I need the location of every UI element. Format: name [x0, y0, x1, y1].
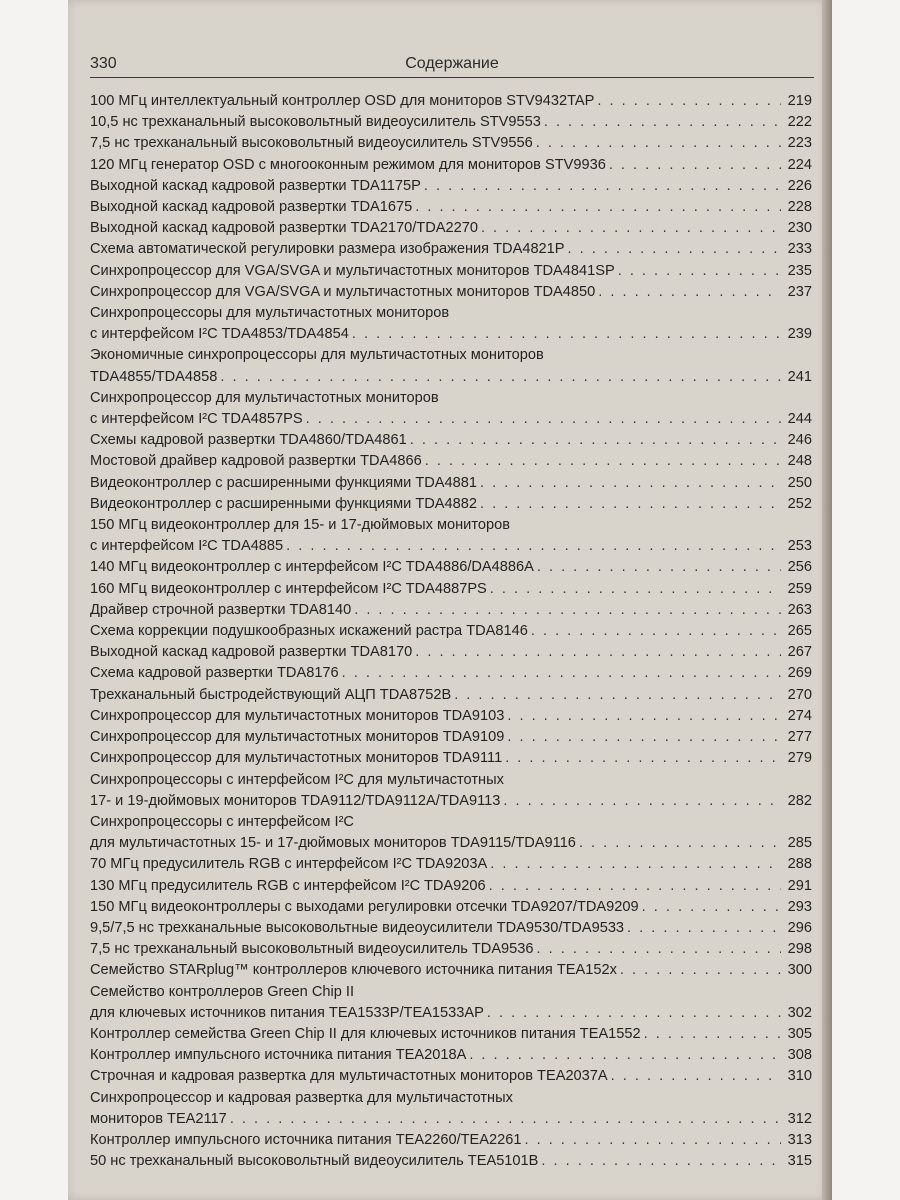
entry-page-number: 302 [787, 1004, 812, 1021]
entry-row [90, 960, 812, 981]
toc-entry [90, 1130, 812, 1151]
entry-row [90, 685, 812, 706]
table-of-contents [90, 91, 812, 1172]
entry-title-line: 130 МГц предусилитель RGB с интерфейсом I²C TDA9206 [90, 877, 486, 894]
dot-leader [598, 282, 781, 303]
toc-entry [90, 918, 812, 939]
toc-entry [90, 112, 812, 133]
entry-page-number: 310 [787, 1068, 812, 1085]
dot-leader [544, 112, 781, 133]
entry-title-line: TDA4855/TDA4858 [90, 368, 218, 385]
entry-row [90, 91, 812, 112]
dot-leader [454, 685, 781, 706]
entry-title-line: Строчная и кадровая развертка для мультичастотных мониторов TEA2037A [90, 1068, 608, 1085]
entry-title-line: Синхропроцессор для мультичастотных мониторов [90, 389, 439, 406]
entry-title-line: 150 МГц видеоконтроллеры с выходами регулировки отсечки TDA9207/TDA9209 [90, 898, 639, 915]
dot-leader [415, 197, 781, 218]
entry-row [90, 897, 812, 918]
entry-row [90, 261, 812, 282]
entry-row [90, 600, 812, 621]
entry-page-number: 308 [787, 1047, 812, 1064]
entry-page-number: 244 [787, 411, 812, 428]
toc-entry [90, 1066, 812, 1087]
entry-title-line: Экономичные синхропроцессоры для мультичастотных мониторов [90, 347, 544, 364]
entry-title-line: Синхропроцессор для мультичастотных мониторов TDA9103 [90, 707, 505, 724]
entry-page-number: 233 [787, 241, 812, 258]
entry-title-line: 9,5/7,5 нс трехканальные высоковольтные видеоусилители TDA9530/TDA9533 [90, 919, 625, 936]
entry-title-line: Контроллер семейства Green Chip II для ключевых источников питания TEA1552 [90, 1025, 641, 1042]
toc-entry [90, 451, 812, 472]
toc-entry [90, 621, 812, 642]
entry-page-number: 223 [787, 135, 812, 152]
toc-entry [90, 345, 812, 387]
toc-entry [90, 770, 812, 812]
entry-title-line: Синхропроцессоры для мультичастотных мониторов [90, 305, 450, 322]
entry-title-line: для ключевых источников питания TEA1533P/TEA1533AP [90, 1004, 484, 1021]
entry-title-line: Трехканальный быстродействующий АЦП TDA8752B [90, 686, 452, 703]
entry-page-number: 279 [787, 750, 812, 767]
entry-row [90, 239, 812, 260]
dot-leader [507, 727, 781, 748]
toc-entry [90, 876, 812, 897]
dot-leader [410, 430, 781, 451]
entry-page-number: 252 [787, 495, 812, 512]
entry-title-line: с интерфейсом I²C TDA4885 [90, 538, 284, 555]
dot-leader [531, 621, 781, 642]
entry-page-number: 248 [787, 453, 812, 470]
entry-page-number: 224 [787, 156, 812, 173]
toc-entry [90, 939, 812, 960]
entry-row [90, 494, 812, 515]
entry-row [90, 430, 812, 451]
toc-entry [90, 642, 812, 663]
entry-page-number: 265 [787, 623, 812, 640]
toc-entry [90, 388, 812, 430]
toc-entry [90, 494, 812, 515]
entry-title-line: Мостовой драйвер кадровой развертки TDA4866 [90, 453, 422, 470]
entry-row [90, 1024, 812, 1045]
dot-leader [306, 409, 781, 430]
entry-title-line: с интерфейсом I²C TDA4857PS [90, 411, 303, 428]
entry-title-line: 7,5 нс трехканальный высоковольтный видеоусилитель STV9556 [90, 135, 533, 152]
running-header [90, 55, 814, 78]
entry-title-line: Выходной каскад кадровой развертки TDA8170 [90, 644, 413, 661]
entry-page-number: 256 [787, 559, 812, 576]
entry-row [90, 176, 812, 197]
entry-page-number: 246 [787, 432, 812, 449]
dot-leader [536, 133, 781, 154]
entry-page-number: 235 [787, 262, 812, 279]
dot-leader [537, 939, 781, 960]
toc-entry [90, 1024, 812, 1045]
dot-leader [524, 1130, 781, 1151]
entry-title-line: Выходной каскад кадровой развертки TDA1175P [90, 177, 421, 194]
entry-title-line: 140 МГц видеоконтроллер с интерфейсом I²C TDA4886/DA4886A [90, 559, 534, 576]
entry-page-number: 296 [787, 919, 812, 936]
dot-leader [490, 579, 781, 600]
entry-title-line: Семейство контроллеров Green Chip II [90, 983, 354, 1000]
entry-title-line: для мультичастотных 15- и 17-дюймовых мониторов TDA9115/TDA9116 [90, 835, 576, 852]
dot-leader [415, 642, 781, 663]
entry-row [90, 324, 812, 345]
page-number: 330 [90, 55, 117, 72]
entry-title-line: 120 МГц генератор OSD с многооконным режимом для мониторов STV9936 [90, 156, 606, 173]
entry-row [90, 1066, 812, 1087]
entry-page-number: 267 [787, 644, 812, 661]
dot-leader [354, 600, 781, 621]
toc-entry [90, 727, 812, 748]
entry-row [90, 939, 812, 960]
entry-row [90, 579, 812, 600]
dot-leader [352, 324, 781, 345]
toc-entry [90, 176, 812, 197]
toc-entry [90, 1045, 812, 1066]
entry-row [90, 473, 812, 494]
dot-leader [620, 960, 781, 981]
entry-title-line: 17- и 19-дюймовых мониторов TDA9112/TDA9112A/TDA9113 [90, 792, 501, 809]
toc-entry [90, 557, 812, 578]
entry-page-number: 259 [787, 580, 812, 597]
entry-row [90, 706, 812, 727]
entry-title-line: Схема автоматической регулировки размера изображения TDA4821P [90, 241, 565, 258]
toc-entry [90, 282, 812, 303]
entry-row [90, 367, 812, 388]
dot-leader [537, 557, 781, 578]
entry-page-number: 288 [787, 856, 812, 873]
toc-entry [90, 239, 812, 260]
entry-title-line: 50 нс трехканальный высоковольтный видеоусилитель TEA5101B [90, 1153, 539, 1170]
toc-entry [90, 1151, 812, 1172]
entry-page-number: 222 [787, 114, 812, 131]
toc-entry [90, 430, 812, 451]
entry-row [90, 557, 812, 578]
toc-entry [90, 579, 812, 600]
entry-page-number: 263 [787, 601, 812, 618]
toc-entry [90, 897, 812, 918]
dot-leader [424, 176, 781, 197]
entry-page-number: 239 [787, 326, 812, 343]
entry-title-line: 7,5 нс трехканальный высоковольтный видеоусилитель TDA9536 [90, 941, 534, 958]
toc-entry [90, 91, 812, 112]
entry-row [90, 409, 812, 430]
entry-row [90, 1109, 812, 1130]
dot-leader [597, 91, 781, 112]
entry-title-line: Синхропроцессоры с интерфейсом I²C для мультичастотных [90, 771, 504, 788]
entry-row [90, 791, 812, 812]
dot-leader [489, 876, 781, 897]
entry-title-line: Синхропроцессор для VGA/SVGA и мультичастотных мониторов TDA4841SP [90, 262, 615, 279]
toc-entry [90, 663, 812, 684]
dot-leader [642, 897, 781, 918]
toc-entry [90, 155, 812, 176]
dot-leader [480, 473, 781, 494]
entry-row [90, 155, 812, 176]
entry-title-line: Семейство STARplug™ контроллеров ключевого источника питания TEA152x [90, 962, 617, 979]
entry-title-line: Синхропроцессор для мультичастотных мониторов TDA9111 [90, 750, 503, 767]
entry-row [90, 1130, 812, 1151]
entry-page-number: 219 [787, 93, 812, 109]
entry-row [90, 918, 812, 939]
entry-page-number: 253 [787, 538, 812, 555]
toc-entry [90, 303, 812, 345]
toc-entry [90, 515, 812, 557]
toc-entry [90, 812, 812, 854]
entry-row [90, 854, 812, 875]
entry-row [90, 536, 812, 557]
entry-row [90, 727, 812, 748]
dot-leader [286, 536, 781, 557]
entry-row [90, 1003, 812, 1024]
dot-leader [505, 748, 781, 769]
entry-row [90, 112, 812, 133]
entry-title-line: Схема коррекции подушкообразных искажений растра TDA8146 [90, 623, 528, 640]
dot-leader [487, 1003, 781, 1024]
dot-leader [490, 854, 781, 875]
entry-title-line: 160 МГц видеоконтроллер с интерфейсом I²C TDA4887PS [90, 580, 487, 597]
toc-entry [90, 960, 812, 981]
dot-leader [481, 218, 781, 239]
entry-row [90, 1045, 812, 1066]
entry-title-line: Синхропроцессор для VGA/SVGA и мультичастотных мониторов TDA4850 [90, 283, 596, 300]
entry-title-line: Выходной каскад кадровой развертки TDA2170/TDA2270 [90, 220, 478, 237]
entry-page-number: 298 [787, 941, 812, 958]
entry-row [90, 663, 812, 684]
dot-leader [579, 833, 781, 854]
entry-title-line: Схемы кадровой развертки TDA4860/TDA4861 [90, 432, 407, 449]
dot-leader [480, 494, 781, 515]
entry-row [90, 621, 812, 642]
entry-page-number: 300 [787, 962, 812, 979]
entry-page-number: 269 [787, 665, 812, 682]
entry-page-number: 250 [787, 474, 812, 491]
toc-entry [90, 197, 812, 218]
page-edge [822, 0, 832, 1200]
entry-row [90, 642, 812, 663]
entry-page-number: 270 [787, 686, 812, 703]
entry-title-line: Схема кадровой развертки TDA8176 [90, 665, 339, 682]
entry-row [90, 282, 812, 303]
dot-leader [503, 791, 781, 812]
toc-entry [90, 685, 812, 706]
toc-entry [90, 133, 812, 154]
entry-page-number: 282 [787, 792, 812, 809]
entry-page-number: 305 [787, 1025, 812, 1042]
toc-entry [90, 982, 812, 1024]
entry-page-number: 226 [787, 177, 812, 194]
toc-entry [90, 706, 812, 727]
dot-leader [507, 706, 781, 727]
dot-leader [220, 367, 781, 388]
toc-entry [90, 473, 812, 494]
entry-page-number: 274 [787, 707, 812, 724]
dot-leader [469, 1045, 781, 1066]
dot-leader [541, 1151, 781, 1172]
entry-title-line: Контроллер импульсного источника питания TEA2018A [90, 1047, 467, 1064]
page-title: Содержание [405, 55, 499, 72]
entry-row [90, 133, 812, 154]
entry-row [90, 748, 812, 769]
entry-page-number: 293 [787, 898, 812, 915]
toc-entry [90, 1088, 812, 1130]
toc-entry [90, 261, 812, 282]
dot-leader [568, 239, 781, 260]
entry-row [90, 1151, 812, 1172]
entry-title-line: Контроллер импульсного источника питания TEA2260/TEA2261 [90, 1131, 522, 1148]
entry-page-number: 228 [787, 199, 812, 216]
dot-leader [618, 261, 781, 282]
entry-title-line: Драйвер строчной развертки TDA8140 [90, 601, 352, 618]
toc-entry [90, 218, 812, 239]
entry-row [90, 451, 812, 472]
dot-leader [425, 451, 781, 472]
entry-title-line: Синхропроцессоры с интерфейсом I²C [90, 813, 354, 830]
entry-page-number: 241 [787, 368, 812, 385]
entry-title-line: 10,5 нс трехканальный высоковольтный видеоусилитель STV9553 [90, 114, 541, 131]
toc-entry [90, 748, 812, 769]
dot-leader [627, 918, 781, 939]
toc-entry [90, 854, 812, 875]
dot-leader [611, 1066, 781, 1087]
entry-page-number: 285 [787, 835, 812, 852]
entry-title-line: мониторов TEA2117 [90, 1110, 227, 1127]
entry-row [90, 833, 812, 854]
entry-page-number: 237 [787, 283, 812, 300]
entry-title-line: Синхропроцессор для мультичастотных мониторов TDA9109 [90, 729, 505, 746]
entry-title-line: Видеоконтроллер с расширенными функциями TDA4881 [90, 474, 477, 491]
entry-page-number: 315 [787, 1153, 812, 1170]
entry-row [90, 876, 812, 897]
entry-title-line: 100 МГц интеллектуальный контроллер OSD для мониторов STV9432TAP [90, 93, 595, 109]
entry-page-number: 230 [787, 220, 812, 237]
entry-page-number: 291 [787, 877, 812, 894]
entry-title-line: 150 МГц видеоконтроллер для 15- и 17-дюймовых мониторов [90, 517, 510, 534]
toc-entry [90, 600, 812, 621]
entry-row [90, 197, 812, 218]
entry-row [90, 218, 812, 239]
entry-page-number: 277 [787, 729, 812, 746]
entry-title-line: с интерфейсом I²C TDA4853/TDA4854 [90, 326, 349, 343]
entry-page-number: 312 [787, 1110, 812, 1127]
dot-leader [342, 663, 781, 684]
entry-title-line: Синхропроцессор и кадровая развертка для мультичастотных [90, 1089, 513, 1106]
entry-title-line: Видеоконтроллер с расширенными функциями TDA4882 [90, 495, 477, 512]
entry-title-line: Выходной каскад кадровой развертки TDA1675 [90, 199, 413, 216]
entry-page-number: 313 [787, 1131, 812, 1148]
dot-leader [644, 1024, 781, 1045]
dot-leader [609, 155, 781, 176]
entry-title-line: 70 МГц предусилитель RGB с интерфейсом I²C TDA9203A [90, 856, 488, 873]
dot-leader [230, 1109, 781, 1130]
